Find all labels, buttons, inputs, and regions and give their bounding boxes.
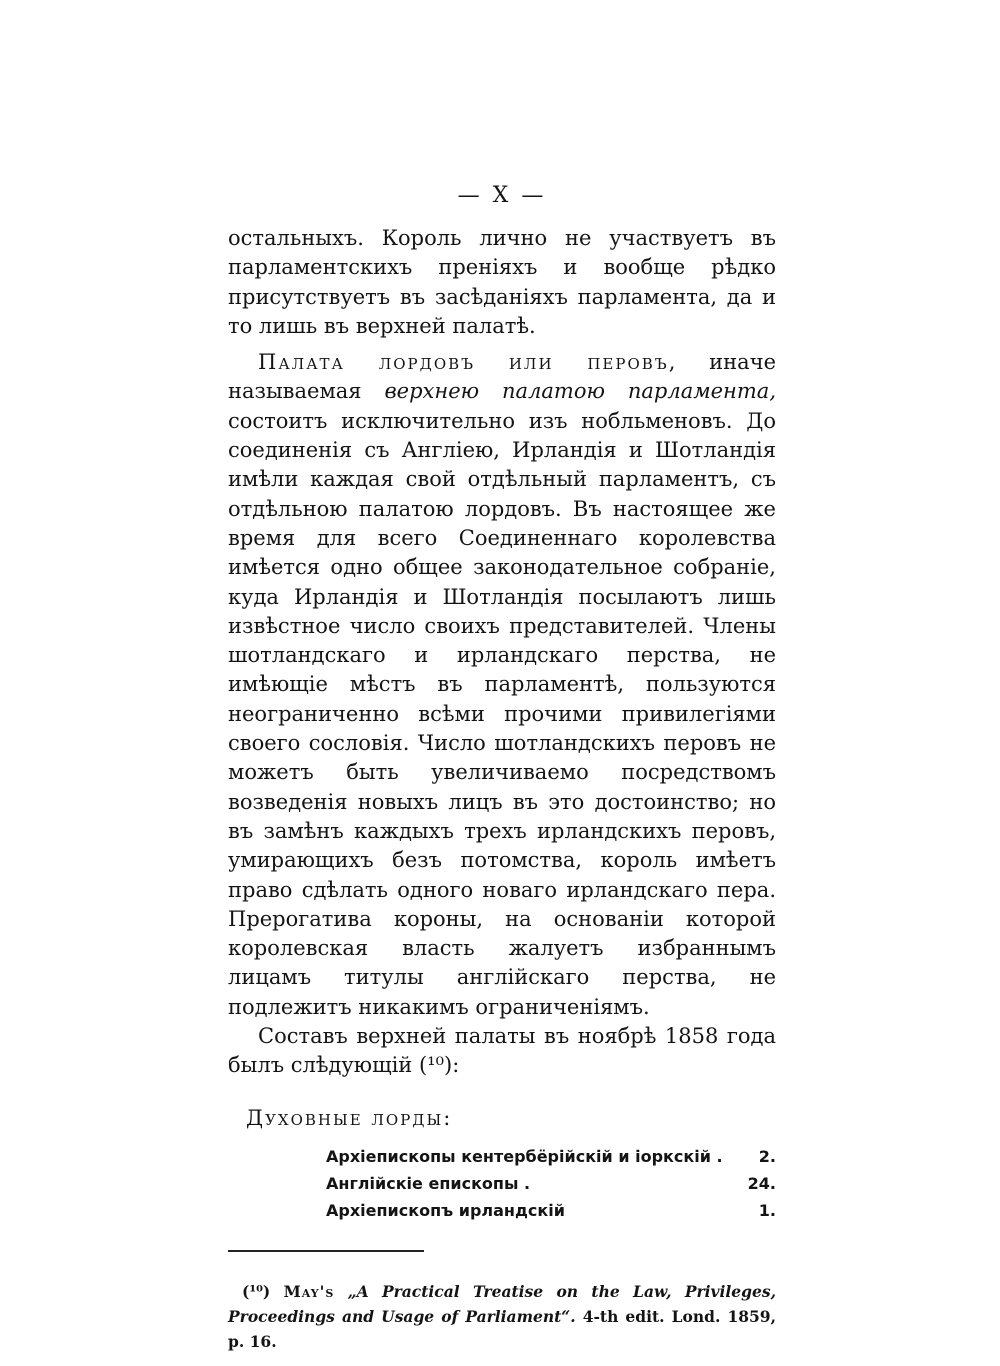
paragraph-text-rest: состоитъ исключительно изъ нобльменовъ. До соединенія съ Англіею, Ирландія и Шотландія имѣли каждая свой отдѣльный парламентъ, съ отдѣльною палатою лордовъ. Въ настоящее же время для всего Соединеннаго королевства имѣется одно общее законодательное собраніе, куда Ирландія и Шотландія посылаютъ лишь извѣстное число своихъ представителей. Члены шотландскаго и ирландскаго перства, не имѣющіе мѣстъ въ парламентѣ, пользуются неограниченно всѣми прочими привилегіями своего сословія. Число шотландскихъ перовъ не можетъ быть увеличиваемо посредствомъ возведенія новыхъ лицъ въ это достоинство; но въ замѣнъ каждыхъ трехъ ирландскихъ перовъ, умирающихъ безъ потомства, король имѣетъ право сдѣлать одного новаго ирландскаго пера. Прерогатива короны, на основаніи которой королевская власть жалуетъ избраннымъ лицамъ титулы англійскаго перства, не подлежитъ никакимъ ограниченіямъ. <box>228 408 776 1019</box>
paragraph-house-of-lords <box>228 348 776 1022</box>
lords-count: 2. <box>758 1146 776 1166</box>
footnote-title: „A Practical Treatise on the Law, Privileges, Proceedings and Usage of Parliament“. <box>228 1281 776 1326</box>
list-item <box>326 1170 776 1197</box>
list-item <box>326 1197 776 1224</box>
footnote-divider <box>228 1250 424 1252</box>
footnote-edition: 4-th edit. Lond. 1859, p. 16. <box>228 1306 776 1351</box>
lords-count: 1. <box>758 1200 776 1220</box>
lords-label: Архіепископы кентербёрійскій и іоркскій . <box>326 1146 723 1166</box>
main-text <box>228 224 776 1081</box>
lords-list <box>326 1143 776 1224</box>
list-item <box>326 1143 776 1170</box>
paragraph-composition: Составъ верхней палаты въ ноябрѣ 1858 года былъ слѣдующій (¹⁰): <box>228 1024 776 1078</box>
paragraph-text: иначе называемая <box>228 350 776 404</box>
lords-count: 24. <box>747 1173 776 1193</box>
book-page <box>228 180 776 1354</box>
section-heading-spiritual-lords: Духовные лорды: <box>246 1105 453 1130</box>
paragraph-italic-term: верхнею палатою парламента, <box>384 379 776 404</box>
lords-label: Архіепископъ ирландскій <box>326 1200 565 1220</box>
page-number: — X — <box>457 183 547 208</box>
paragraph-continuation: остальныхъ. Король лично не участвуетъ въ парламентскихъ преніяхъ и вообще рѣдко присутствуетъ въ засѣданіяхъ парламента, да и то лишь въ верхней палатѣ. <box>228 226 776 338</box>
footnote-marker: (¹⁰) <box>242 1281 271 1301</box>
footnote-author: May's <box>283 1281 335 1301</box>
footnote <box>228 1279 776 1354</box>
lords-label: Англійскіе епископы . <box>326 1173 531 1193</box>
paragraph-lead-smallcaps: Палата лордовъ или перовъ, <box>258 350 678 375</box>
